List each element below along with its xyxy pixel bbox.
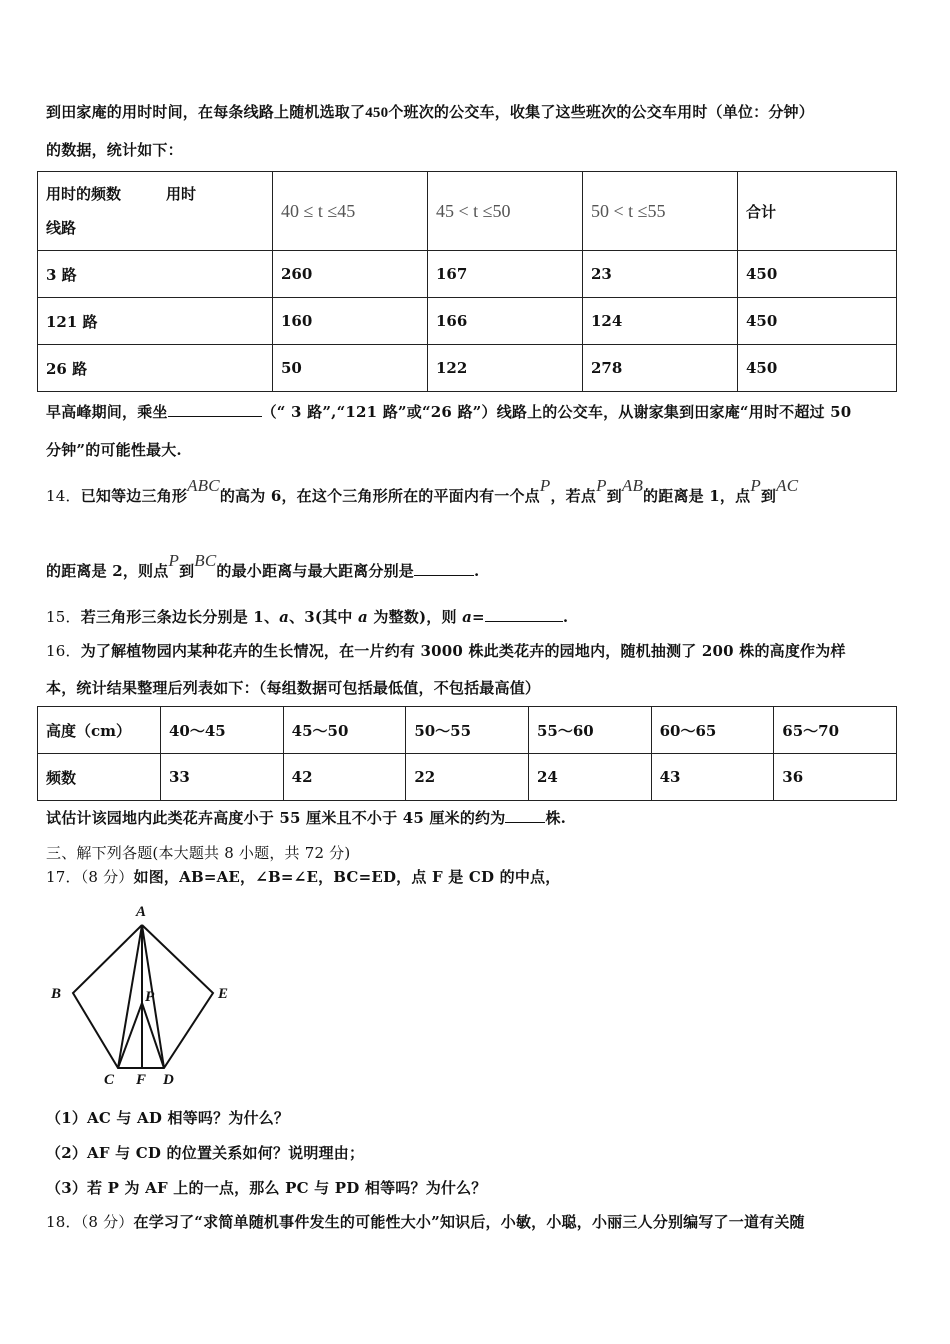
bus-time-table <box>37 171 897 392</box>
var-a: a <box>358 608 368 626</box>
q17-sub-1: （1）AC 与 AD 相等吗？为什么？ <box>46 1109 290 1127</box>
route-cell: 3 路 <box>38 251 273 298</box>
count-cell: 33 <box>161 754 284 801</box>
geometry-figure <box>46 900 246 1094</box>
range-cell: 65～70 <box>774 707 897 754</box>
q16-line-2: 本，统计结果整理后列表如下：（每组数据可包括最低值，不包括最高值） <box>46 679 541 697</box>
value-cell: 50 <box>273 345 428 392</box>
count-cell: 22 <box>406 754 529 801</box>
value-cell: 450 <box>738 251 897 298</box>
question-number: 18． <box>46 1213 81 1231</box>
table-header-row <box>38 172 897 251</box>
q15-line <box>46 606 568 627</box>
q14-line-2 <box>46 551 480 581</box>
question-number: 15． <box>46 608 81 626</box>
pentagon-diagram <box>46 900 246 1090</box>
q15-text: 为整数)，则 <box>367 608 463 626</box>
value-cell: 23 <box>583 251 738 298</box>
row-header: 高度（cm） <box>38 707 161 754</box>
label-f: F <box>136 1072 147 1088</box>
value-cell: 450 <box>738 298 897 345</box>
q14-text: 的高为 6，在这个三角形所在的平面内有一个点 <box>219 487 540 505</box>
var-a: a <box>462 608 473 626</box>
q15-text: = <box>472 608 485 626</box>
column-header: 40 ≤ t ≤45 <box>273 172 428 251</box>
count-cell: 24 <box>528 754 651 801</box>
q13-line-2: 分钟”的可能性最大. <box>46 441 182 459</box>
section-title: 三、解下列各题(本大题共 8 小题，共 72 分) <box>46 844 351 862</box>
answer-blank[interactable] <box>485 607 563 622</box>
math-p: P <box>539 476 551 495</box>
value-cell: 278 <box>583 345 738 392</box>
q18-line <box>46 1211 805 1232</box>
q17-text: 如图，AB=AE，∠B=∠E，BC=ED，点 F 是 CD 的中点， <box>133 868 561 886</box>
q14-text: 已知等边三角形 <box>80 487 188 505</box>
math-p: P <box>168 551 180 570</box>
height-frequency-table <box>37 706 897 801</box>
value-cell: 160 <box>273 298 428 345</box>
intro-text: 个班次的公交车，收集了这些班次的公交车用时（单位：分钟） <box>388 103 814 121</box>
q14-text: 到 <box>179 562 195 580</box>
q15-text: . <box>562 608 569 626</box>
q16-text: 为了解植物园内某种花卉的生长情况，在一片约有 3000 株此类花卉的园地内，随机抽测了 200 株的高度作为样 <box>80 642 846 660</box>
label-d: D <box>163 1072 174 1088</box>
label-e: E <box>218 986 229 1002</box>
q13-text: （“ 3 路”,“121 路”或“26 路”）线路上的公交车，从谢家集到田家庵“用时不超过 50 <box>261 403 852 421</box>
q16-line-1 <box>46 640 846 661</box>
math-bc: BC <box>194 551 217 570</box>
label-b: B <box>51 986 62 1002</box>
table-row <box>38 251 897 298</box>
value-cell: 166 <box>428 298 583 345</box>
q16-text: 试估计该园地内此类花卉高度小于 55 厘米且不小于 45 厘米的约为 <box>46 809 506 827</box>
route-cell: 121 路 <box>38 298 273 345</box>
score: （8 分） <box>80 1213 134 1231</box>
value-cell: 122 <box>428 345 583 392</box>
intro-line-2: 的数据，统计如下： <box>46 141 183 159</box>
table-row <box>38 345 897 392</box>
intro-text: 到田家庵的用时时间，在每条线路上随机选取了 <box>46 103 366 121</box>
math-ac: AC <box>776 476 799 495</box>
q16-text: 株. <box>545 809 567 827</box>
value-cell: 124 <box>583 298 738 345</box>
q14-line-1 <box>46 476 799 506</box>
q14-text: . <box>474 562 480 580</box>
q13-line-1 <box>46 401 851 422</box>
q13-text: 早高峰期间，乘坐 <box>46 403 168 421</box>
header-corner <box>38 172 273 251</box>
value-cell: 450 <box>738 345 897 392</box>
column-header: 50 < t ≤55 <box>583 172 738 251</box>
score: （8 分） <box>80 868 134 886</box>
q14-text: 的距离是 1，点 <box>643 487 751 505</box>
corner-bottom-label: 线路 <box>46 219 77 237</box>
range-cell: 55～60 <box>528 707 651 754</box>
range-cell: 40～45 <box>161 707 284 754</box>
q14-text: 的最小距离与最大距离分别是 <box>216 562 414 580</box>
value-cell: 260 <box>273 251 428 298</box>
q14-text: ，若点 <box>550 487 597 505</box>
question-number: 17． <box>46 868 81 886</box>
math-p: P <box>596 476 607 495</box>
var-a: a <box>279 608 290 626</box>
route-cell: 26 路 <box>38 345 273 392</box>
question-number: 14． <box>46 487 81 505</box>
label-a: A <box>136 904 147 920</box>
answer-blank[interactable] <box>414 561 474 576</box>
column-header: 合计 <box>738 172 897 251</box>
sample-count: 450 <box>365 105 389 121</box>
q14-text: 的距离是 2，则点 <box>46 562 169 580</box>
math-abc: ABC <box>187 476 220 495</box>
q18-text: 在学习了“求简单随机事件发生的可能性大小”知识后，小敏，小聪，小丽三人分别编写了一道有关随 <box>133 1213 805 1231</box>
table-row <box>38 707 897 754</box>
value-cell: 167 <box>428 251 583 298</box>
q16-after-line <box>46 807 566 828</box>
math-p: P <box>750 476 761 495</box>
range-cell: 45～50 <box>283 707 406 754</box>
row-header: 频数 <box>38 754 161 801</box>
question-number: 16． <box>46 642 81 660</box>
count-cell: 36 <box>774 754 897 801</box>
count-cell: 43 <box>651 754 774 801</box>
q17-sub-3: （3）若 P 为 AF 上的一点，那么 PC 与 PD 相等吗？为什么？ <box>46 1179 487 1197</box>
q17-sub-2: （2）AF 与 CD 的位置关系如何？说明理由； <box>46 1144 365 1162</box>
count-cell: 42 <box>283 754 406 801</box>
answer-blank[interactable] <box>505 808 545 823</box>
intro-line-1 <box>46 101 814 122</box>
q17-line <box>46 866 560 887</box>
label-p: P <box>145 989 155 1005</box>
table-row <box>38 298 897 345</box>
q14-text: 到 <box>606 487 622 505</box>
column-header: 45 < t ≤50 <box>428 172 583 251</box>
range-cell: 50～55 <box>406 707 529 754</box>
label-c: C <box>104 1072 115 1088</box>
q15-text: 若三角形三条边长分别是 1、 <box>80 608 280 626</box>
range-cell: 60～65 <box>651 707 774 754</box>
math-ab: AB <box>621 476 644 495</box>
q14-text: 到 <box>760 487 777 505</box>
table-row <box>38 754 897 801</box>
q15-text: 、3(其中 <box>289 608 359 626</box>
answer-blank[interactable] <box>168 402 262 417</box>
corner-top-label: 用时的频数 用时 <box>46 185 197 203</box>
